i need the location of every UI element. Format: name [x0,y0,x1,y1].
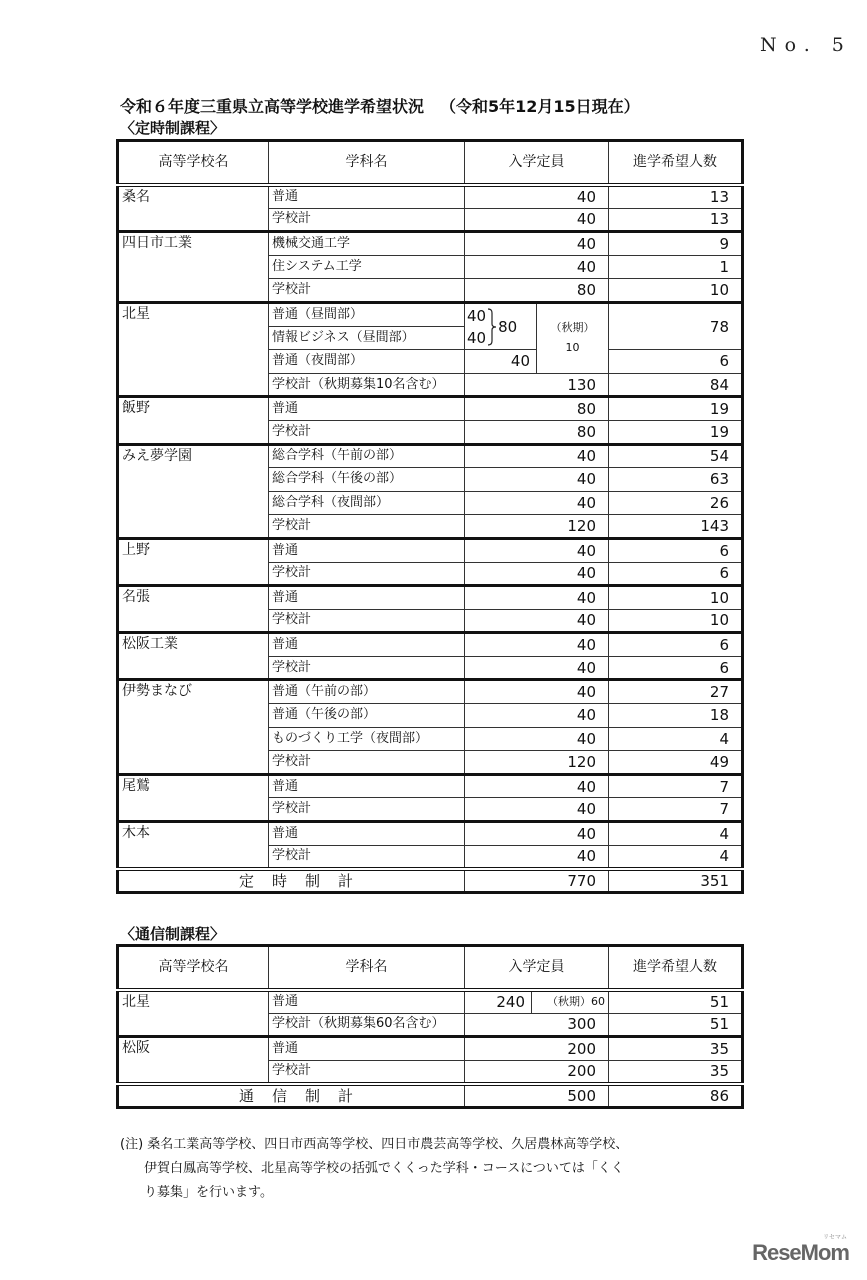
table-row [118,990,743,1014]
table-header-row [118,946,743,990]
school-name: 名張 [118,586,269,633]
as-of-date: （令和5年12月15日現在） [440,97,640,116]
applicants-value: 1 [609,255,743,279]
capacity-value: 80 [465,397,609,421]
dept-name: 総合学科（夜間部） [269,491,465,515]
capacity-value: 40 [467,306,487,325]
capacity-value: 40 [465,609,609,633]
total-label: 定時制計 [118,869,465,893]
school-name: 四日市工業 [118,232,269,303]
total-applicants: 351 [609,869,743,893]
capacity-value: 40 [465,798,609,822]
applicants-value: 10 [609,586,743,610]
capacity-value: 40 [465,822,609,846]
total-row [118,1084,743,1108]
capacity-value: 40 [465,468,609,492]
table-row [118,633,743,657]
dept-name: 普通（午前の部） [269,680,465,704]
capacity-value: 120 [465,751,609,775]
capacity-value: 40 [465,704,609,728]
dept-name: 住システム工学 [269,255,465,279]
total-capacity: 500 [465,1084,609,1108]
dept-name: 学校計 [269,845,465,869]
applicants-value: 51 [609,990,743,1014]
capacity-value: 40 [465,656,609,680]
capacity-value: 40 [465,845,609,869]
table-row [118,774,743,798]
dept-name: 学校計 [269,751,465,775]
table-row [118,302,743,326]
table-header-row [118,141,743,185]
header-applicants: 進学希望人数 [609,141,743,185]
dept-name: 普通 [269,538,465,562]
applicants-value: 26 [609,491,743,515]
dept-name: 普通 [269,822,465,846]
fall-label: （秋期） [550,321,595,335]
school-name: 飯野 [118,397,269,444]
bundle-capacity-cell [465,302,537,349]
dept-name: 普通 [269,633,465,657]
school-name: 伊勢まなび [118,680,269,774]
header-school: 高等学校名 [118,946,269,990]
header-applicants: 進学希望人数 [609,946,743,990]
capacity-value: 40 [465,680,609,704]
bracket-icon [487,307,497,347]
applicants-value: 13 [609,208,743,232]
dept-name: 普通（昼間部） [269,302,465,326]
applicants-value: 6 [609,656,743,680]
header-school: 高等学校名 [118,141,269,185]
dept-name: 学校計 [269,420,465,444]
footnote-line-2: 伊賀白鳳高等学校、北星高等学校の括弧でくくった学科・コースについては「くく [144,1161,624,1176]
table-row [118,586,743,610]
capacity-value: 40 [465,350,537,374]
header-capacity: 入学定員 [465,141,609,185]
dept-name: 普通 [269,397,465,421]
dept-name: 機械交通工学 [269,232,465,256]
applicants-value: 9 [609,232,743,256]
part-time-section-label: 〈定時制課程〉 [120,119,226,137]
total-row [118,869,743,893]
school-name: 木本 [118,822,269,869]
title-text: 令和６年度三重県立高等学校進学希望状況 [120,97,425,116]
capacity-value: 40 [465,633,609,657]
bundle-applicants: 78 [609,302,743,349]
school-name: 尾鷲 [118,774,269,821]
capacity-value: 120 [465,515,609,539]
school-name: 上野 [118,538,269,585]
capacity-value: 40 [465,562,609,586]
capacity-value: 40 [465,491,609,515]
capacity-value: 200 [465,1060,609,1084]
bundle-capacity: 80 [498,317,518,336]
applicants-value: 63 [609,468,743,492]
applicants-value: 143 [609,515,743,539]
part-time-table [116,139,744,894]
fall-capacity: 10 [565,341,580,355]
document-title [120,94,640,117]
dept-name: 学校計 [269,609,465,633]
applicants-value: 27 [609,680,743,704]
school-name: 北星 [118,302,269,396]
capacity-value: 40 [465,586,609,610]
dept-name: 学校計（秋期募集10名含む） [269,373,465,397]
applicants-value: 4 [609,822,743,846]
capacity-value: 300 [465,1013,609,1037]
dept-name: 学校計 [269,798,465,822]
applicants-value: 84 [609,373,743,397]
capacity-value: 40 [465,444,609,468]
total-capacity: 770 [465,869,609,893]
correspondence-table [116,944,744,1109]
applicants-value: 4 [609,727,743,751]
applicants-value: 49 [609,751,743,775]
dept-name: 学校計 [269,515,465,539]
school-name: 松阪 [118,1037,269,1084]
page-number: No. 5 [760,34,852,56]
table-row [118,822,743,846]
school-name: みえ夢学園 [118,444,269,538]
footnote-line-3: り募集」を行います。 [144,1185,273,1200]
capacity-value: 40 [465,185,609,209]
applicants-value: 35 [609,1037,743,1061]
dept-name: 情報ビジネス（昼間部） [269,326,465,350]
table-row [118,538,743,562]
school-name: 北星 [118,990,269,1037]
applicants-value: 19 [609,420,743,444]
applicants-value: 18 [609,704,743,728]
applicants-value: 19 [609,397,743,421]
dept-name: 普通（午後の部） [269,704,465,728]
capacity-value: 80 [465,279,609,303]
dept-name: 学校計（秋期募集60名含む） [269,1013,465,1037]
dept-name: 学校計 [269,279,465,303]
dept-name: 普通（夜間部） [269,350,465,374]
correspondence-section-label: 〈通信制課程〉 [120,925,226,943]
applicants-value: 6 [609,538,743,562]
dept-name: 学校計 [269,656,465,680]
capacity-value: 130 [465,373,609,397]
dept-name: 学校計 [269,1060,465,1084]
fall-capacity: （秋期）60 [532,990,609,1014]
applicants-value: 10 [609,609,743,633]
capacity-value: 40 [465,232,609,256]
dept-name: 総合学科（午前の部） [269,444,465,468]
table-row [118,185,743,209]
header-capacity: 入学定員 [465,946,609,990]
capacity-value: 240 [465,990,532,1014]
applicants-value: 35 [609,1060,743,1084]
school-name: 桑名 [118,185,269,232]
capacity-value: 40 [467,328,487,347]
capacity-value: 40 [465,538,609,562]
dept-name: 普通 [269,185,465,209]
footnote [120,1133,760,1205]
logo-text: ReseMom [752,1240,849,1265]
dept-name: 普通 [269,774,465,798]
header-department: 学科名 [269,946,465,990]
dept-name: 普通 [269,990,465,1014]
applicants-value: 54 [609,444,743,468]
capacity-value: 200 [465,1037,609,1061]
footnote-line-1: (注) 桑名工業高等学校、四日市西高等学校、四日市農芸高等学校、久居農林高等学校、 [120,1137,629,1152]
capacity-value: 40 [465,208,609,232]
applicants-value: 13 [609,185,743,209]
applicants-value: 6 [609,633,743,657]
applicants-value: 7 [609,774,743,798]
applicants-value: 6 [609,350,743,374]
table-row [118,232,743,256]
capacity-value: 40 [465,255,609,279]
dept-name: 学校計 [269,562,465,586]
capacity-value: 40 [465,774,609,798]
applicants-value: 6 [609,562,743,586]
school-name: 松阪工業 [118,633,269,680]
total-applicants: 86 [609,1084,743,1108]
header-department: 学科名 [269,141,465,185]
dept-name: 普通 [269,1037,465,1061]
applicants-value: 10 [609,279,743,303]
dept-name: 総合学科（午後の部） [269,468,465,492]
dept-name: ものづくり工学（夜間部） [269,727,465,751]
applicants-value: 4 [609,845,743,869]
applicants-value: 7 [609,798,743,822]
total-label: 通信制計 [118,1084,465,1108]
table-row [118,444,743,468]
resemom-logo [752,1235,849,1266]
capacity-value: 40 [465,727,609,751]
table-row [118,680,743,704]
logo-kana: リセマム [823,1235,847,1241]
table-row [118,397,743,421]
capacity-value: 80 [465,420,609,444]
dept-name: 普通 [269,586,465,610]
applicants-value: 51 [609,1013,743,1037]
dept-name: 学校計 [269,208,465,232]
fall-capacity-cell [537,302,609,373]
table-row [118,1037,743,1061]
